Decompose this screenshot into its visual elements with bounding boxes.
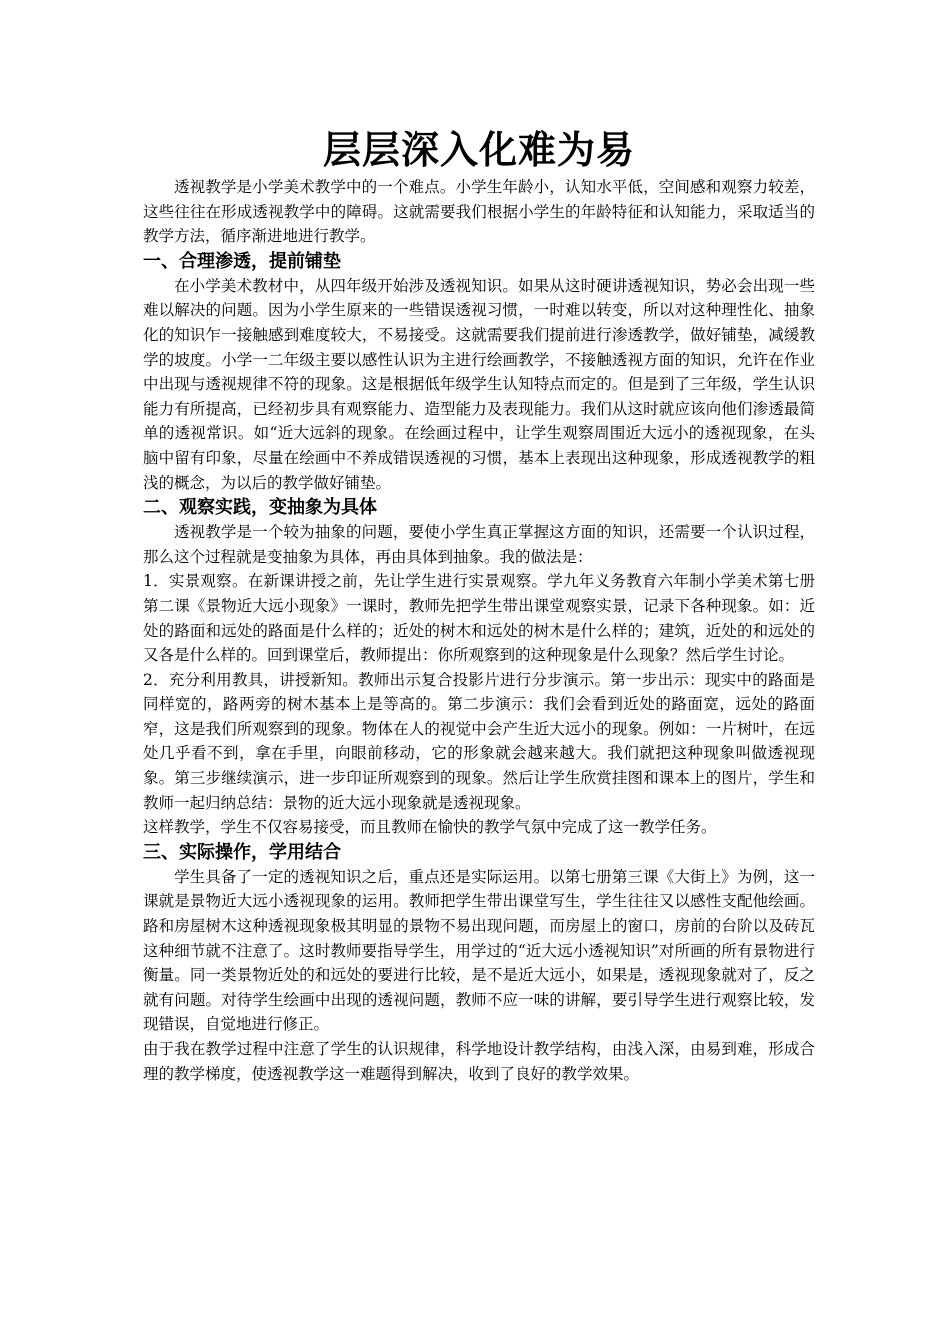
section-2-heading: 二、观察实践，变抽象为具体 bbox=[143, 497, 377, 519]
conclusion-paragraph: 由于我在教学过程中注意了学生的认识规律，科学地设计教学结构，由浅入深，由易到难，形成合理的教学梯度，使透视教学这一难题得到解决，收到了良好的教学效果。 bbox=[143, 1040, 815, 1083]
document-body bbox=[143, 127, 815, 1086]
section-1-heading: 一、合理渗透，提前铺垫 bbox=[143, 250, 341, 272]
section-3-paragraph: 学生具备了一定的透视知识之后，重点还是实际运用。以第七册第三课《大街上》为例，这一课就是景物近大远小透视现象的运用。教师把学生带出课堂写生，学生往往又以感性支配他绘画。路和房屋树木这种透视现象极其明显的景物不易出现问题，而房屋上的窗口，房前的台阶以及砖瓦这种细节就不注意了。这时教师要指导学生，用学过的“近大远小透视知识”对所画的所有景物进行衡量。同一类景物近处的和远处的要进行比较，是不是近大远小，如果是，透视现象就对了，反之就有问题。对待学生绘画中出现的透视问题，教师不应一味的讲解，要引导学生进行观察比较，发现错误，自觉地进行修正。 bbox=[143, 867, 815, 1034]
document-title: 层层深入化难为易 bbox=[322, 128, 635, 172]
section-1-paragraph: 在小学美术教材中，从四年级开始涉及透视知识。如果从这时硬讲透视知识，势必会出现一些难以解决的问题。因为小学生原来的一些错误透视习惯，一时难以转变，所以对这种理性化、抽象化的知识乍一接触感到难度较大，不易接受。这就需要我们提前进行渗透教学，做好铺垫，减缓教学的坡度。小学一二年级主要以感性认识为主进行绘画教学，不接触透视方面的知识，允许在作业中出现与透视规律不符的现象。这是根据低年级学生认知特点而定的。但是到了三年级，学生认识能力有所提高，已经初步具有观察能力、造型能力及表现能力。我们从这时就应该向他们渗透最简单的透视常识。如“近大远斜的现象。在绘画过程中，让学生观察周围近大远小的透视现象，在头脑中留有印象，尽量在绘画中不养成错误透视的习惯，基本上表现出这种现象，形成透视教学的粗浅的概念，为以后的教学做好铺垫。 bbox=[143, 276, 815, 492]
section-2-paragraph: 透视教学是一个较为抽象的问题，要使小学生真正掌握这方面的知识，还需要一个认识过程，那么这个过程就是变抽象为具体，再由具体到抽象。我的做法是： bbox=[143, 523, 815, 566]
section-2-closing-paragraph: 这样教学，学生不仅容易接受，而且教师在愉快的教学气氛中完成了这一教学任务。 bbox=[143, 818, 717, 837]
intro-paragraph: 透视教学是小学美术教学中的一个难点。小学生年龄小，认知水平低，空间感和观察力较差，这些往往在形成透视教学中的障碍。这就需要我们根据小学生的年龄特征和认知能力，采取适当的教学方法，循序渐进地进行教学。 bbox=[143, 178, 815, 246]
section-3-heading: 三、实际操作，学用结合 bbox=[143, 841, 341, 863]
section-2-item-2: 2．充分利用教具，讲授新知。教师出示复合投影片进行分步演示。第一步出示：现实中的路面是同样宽的，路两旁的树木基本上是等高的。第二步演示：我们会看到近处的路面宽，远处的路面窄，这是我们所观察到的现象。物体在人的视觉中会产生近大远小的现象。例如：一片树叶，在远处几乎看不到，拿在手里，向眼前移动，它的形象就会越来越大。我们就把这种现象叫做透视现象。第三步继续演示，进一步印证所观察到的现象。然后让学生欣赏挂图和课本上的图片，学生和教师一起归纳总结：景物的近大远小现象就是透视现象。 bbox=[143, 670, 815, 812]
section-2-item-1: 1．实景观察。在新课讲授之前，先让学生进行实景观察。学九年义务教育六年制小学美术第七册第二课《景物近大远小现象》一课时，教师先把学生带出课堂观察实景，记录下各种现象。如：近处的路面和远处的路面是什么样的；近处的树木和远处的树木是什么样的；建筑，近处的和远处的又各是什么样的。回到课堂后，教师提出：你所观察到的这种现象是什么现象？然后学生讨论。 bbox=[143, 572, 815, 665]
